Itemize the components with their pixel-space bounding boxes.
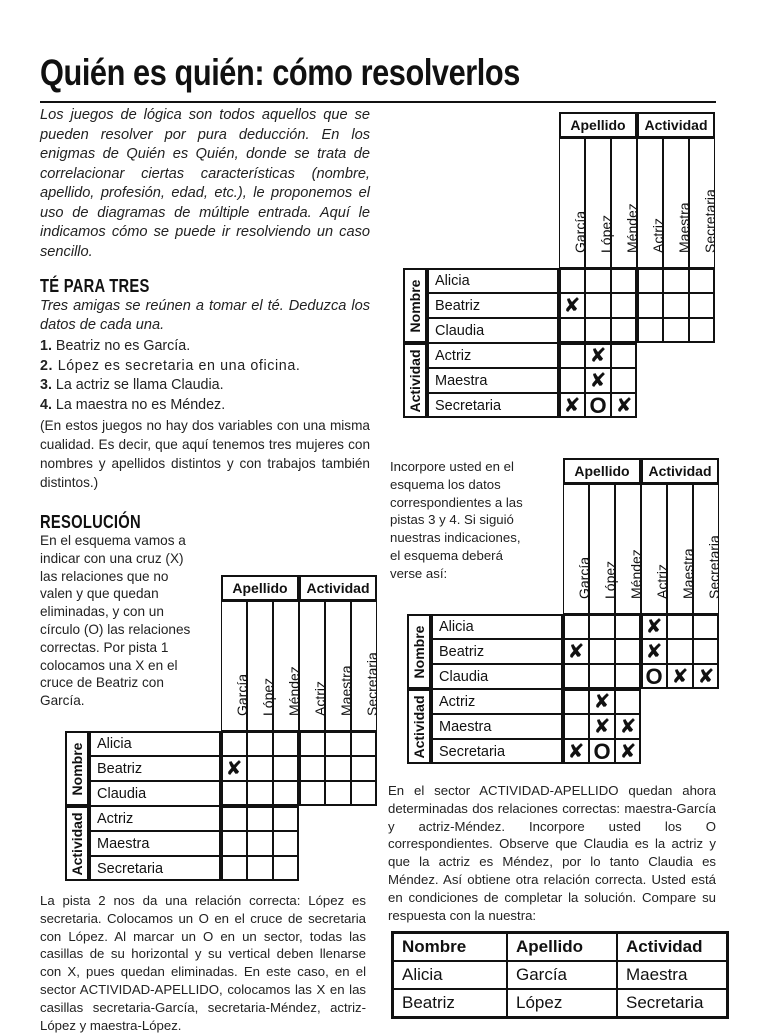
grid-cell <box>615 664 641 689</box>
solution-cell: López <box>507 989 617 1018</box>
grid-cell <box>273 731 299 756</box>
side-label-text: Actividad <box>69 811 85 876</box>
side-label-text: Nombre <box>411 625 427 678</box>
column-label <box>585 138 614 268</box>
row-label: Alicia <box>89 731 221 756</box>
solution-table <box>391 931 729 1019</box>
grid-cell <box>247 731 273 756</box>
row-label: Maestra <box>89 831 221 856</box>
grid-cell <box>589 664 615 689</box>
grid-cell <box>221 831 247 856</box>
column-label <box>351 601 380 731</box>
grid-cell <box>589 639 615 664</box>
grid-cell <box>325 756 351 781</box>
side-label-actividad <box>407 689 431 764</box>
grid-cell <box>559 318 585 343</box>
intro-text: Los juegos de lógica son todos aquellos que se pueden resolver por pura deducción. En los enigmas de Quién es Quién, donde se trata de correlacionar ciertas características (nombre, apellido, profesión, edad, etc.), le proponemos el uso de diagramas de múltiple entrada. Aquí le indicamos cómo se puede ir resolviendo un caso sencillo. <box>40 107 370 260</box>
grid-cell <box>615 689 641 714</box>
column-label <box>689 138 718 268</box>
column-label <box>693 484 722 614</box>
grid-cell <box>221 781 247 806</box>
row-label: Secretaria <box>89 856 221 881</box>
side-label-text: Actividad <box>411 694 427 759</box>
column-label-text: Secretaria <box>706 535 722 599</box>
grid-cell <box>693 639 719 664</box>
cross-mark: ✘ <box>697 665 715 688</box>
grid-cell <box>221 806 247 831</box>
grid-cell <box>273 831 299 856</box>
column-label <box>221 601 250 731</box>
grid-cell <box>559 368 585 393</box>
column-label-text: López <box>602 560 618 599</box>
column-label <box>641 484 670 614</box>
grid-cell <box>299 756 325 781</box>
cross-mark: ✘ <box>645 640 663 663</box>
grid-cell <box>273 856 299 881</box>
grid-cell <box>221 731 247 756</box>
grid-cell <box>299 731 325 756</box>
solution-cell: Alicia <box>393 961 508 989</box>
row-label: Maestra <box>431 714 563 739</box>
grid-cell <box>585 293 611 318</box>
row-label: Actriz <box>427 343 559 368</box>
solution-header-row <box>393 933 728 962</box>
column-label-text: Maestra <box>676 202 692 253</box>
solution-cell: Beatriz <box>393 989 508 1018</box>
column-label <box>637 138 666 268</box>
solution-header-nombre: Nombre <box>393 933 508 962</box>
side-label-nombre <box>407 614 431 689</box>
group-header-actividad: Actividad <box>641 458 719 484</box>
grid-cell <box>273 781 299 806</box>
grid-cell <box>689 268 715 293</box>
side-label-text: Nombre <box>407 279 423 332</box>
grid-cell <box>689 293 715 318</box>
column-label-text: López <box>260 677 276 716</box>
clue2-explanation: La pista 2 nos da una relación correcta: López es secretaria. Colocamos un O en el cruce de secretaria con López. Al marcar un O en un sector, todas las casillas de su horizontal y su vertical deben llenarse con X, pues quedan eliminadas. En este caso, en el sector ACTIVIDAD-APELLIDO, colocamos las X en las casillas secretaria-García, secretaria-Méndez, actriz-López y maestra-López. <box>40 893 366 1033</box>
circle-mark: O <box>593 738 611 764</box>
grid-cell <box>663 293 689 318</box>
grid-cell <box>611 318 637 343</box>
side-label-nombre <box>403 268 427 343</box>
grid-cell <box>325 731 351 756</box>
grid-cell <box>585 318 611 343</box>
grid-cell <box>559 268 585 293</box>
grid-cell <box>221 856 247 881</box>
grid-cell <box>611 368 637 393</box>
column-label-text: Secretaria <box>364 652 380 716</box>
grid-cell <box>563 664 589 689</box>
grid-cell <box>637 318 663 343</box>
section-heading-resolucion: RESOLUCIÓN <box>40 512 141 532</box>
grid-cell <box>563 714 589 739</box>
grid-cell <box>351 756 377 781</box>
side-label-actividad <box>403 343 427 418</box>
sector-explanation: En el sector ACTIVIDAD-APELLIDO quedan ahora determinadas dos relaciones correctas: maestra-García y actriz-Méndez. Incorpore usted los O correspondientes. Observe que Claudia es la actriz y que la actriz es Méndez, por lo tanto Claudia es Méndez. Así obtiene otra relación correcta. Usted está en condiciones de completar la solución. Compare su respuesta con la nuestra: <box>388 783 716 923</box>
grid-cell <box>611 293 637 318</box>
column-label-text: Secretaria <box>702 189 718 253</box>
grid-cell <box>351 781 377 806</box>
grid-cell <box>637 293 663 318</box>
column-label <box>563 484 592 614</box>
row-label: Beatriz <box>427 293 559 318</box>
circle-mark: O <box>589 392 607 418</box>
column-label <box>325 601 354 731</box>
solution-row <box>393 961 728 989</box>
column-label-text: Maestra <box>680 548 696 599</box>
grid-cell <box>325 781 351 806</box>
grid-cell <box>299 781 325 806</box>
circle-mark: O <box>645 663 663 689</box>
clue-4: 4. La maestra no es Méndez. <box>40 397 226 413</box>
cross-mark: ✘ <box>671 665 689 688</box>
column-label-text: Méndez <box>286 666 302 716</box>
grid-cell <box>247 756 273 781</box>
column-label-text: Actriz <box>312 681 328 716</box>
grid-cell <box>247 831 273 856</box>
column-label <box>663 138 692 268</box>
solution-cell: García <box>507 961 617 989</box>
column-label <box>589 484 618 614</box>
group-header-apellido: Apellido <box>221 575 299 601</box>
grid-cell <box>559 343 585 368</box>
solution-cell: Maestra <box>617 961 728 989</box>
row-label: Beatriz <box>89 756 221 781</box>
group-header-actividad: Actividad <box>299 575 377 601</box>
column-label-text: García <box>572 210 588 253</box>
row-label: Secretaria <box>431 739 563 764</box>
column-label-text: Actriz <box>650 218 666 253</box>
column-label-text: García <box>234 673 250 716</box>
row-label: Alicia <box>427 268 559 293</box>
grid-cell <box>273 806 299 831</box>
resolution-text: En el esquema vamos a indicar con una cruz (X) las relaciones que no valen y que quedan eliminadas, y con un círculo (O) las relaciones correctas. Por pista 1 colocamos una X en el cruce de Beatriz con García. <box>40 533 191 709</box>
grid-cell <box>637 268 663 293</box>
grid-cell <box>615 614 641 639</box>
grid-cell <box>247 856 273 881</box>
row-label: Actriz <box>89 806 221 831</box>
puzzle-note: (En estos juegos no hay dos variables con una misma cualidad. Es decir, que aquí tenemos tres mujeres con nombres y apellidos distintos y con trabajos también distintos.) <box>40 418 370 490</box>
cross-mark: ✘ <box>567 640 585 663</box>
group-header-apellido: Apellido <box>563 458 641 484</box>
row-label: Claudia <box>431 664 563 689</box>
cross-mark: ✘ <box>619 740 637 763</box>
grid-cell <box>247 806 273 831</box>
column-label-text: Méndez <box>628 549 644 599</box>
grid-cell <box>563 614 589 639</box>
cross-mark: ✘ <box>225 757 243 780</box>
side-label-actividad <box>65 806 89 881</box>
cross-mark: ✘ <box>593 715 611 738</box>
grid-cell <box>663 268 689 293</box>
incorporate-text: Incorpore usted en el esquema los datos correspondientes a las pistas 3 y 4. Si siguió nuestras indicaciones, el esquema deberá verse así: <box>390 459 523 581</box>
side-label-text: Actividad <box>407 348 423 413</box>
group-header-actividad: Actividad <box>637 112 715 138</box>
column-label <box>299 601 328 731</box>
grid-cell <box>689 318 715 343</box>
row-label: Beatriz <box>431 639 563 664</box>
row-label: Secretaria <box>427 393 559 418</box>
cross-mark: ✘ <box>589 369 607 392</box>
cross-mark: ✘ <box>645 615 663 638</box>
grid-cell <box>611 343 637 368</box>
clue-3: 3. La actriz se llama Claudia. <box>40 377 224 393</box>
clue-2: 2. López es secretaria en una oficina. <box>40 358 301 374</box>
title-rule <box>40 101 716 103</box>
solution-header-actividad: Actividad <box>617 933 728 962</box>
row-label: Claudia <box>89 781 221 806</box>
grid-cell <box>273 756 299 781</box>
page-title: Quién es quién: cómo resolverlos <box>40 52 520 93</box>
column-label-text: García <box>576 556 592 599</box>
solution-header-apellido: Apellido <box>507 933 617 962</box>
column-label-text: López <box>598 214 614 253</box>
column-label <box>615 484 644 614</box>
solution-cell: Secretaria <box>617 989 728 1018</box>
cross-mark: ✘ <box>567 740 585 763</box>
column-label-text: Actriz <box>654 564 670 599</box>
row-label: Maestra <box>427 368 559 393</box>
grid-cell <box>351 731 377 756</box>
grid-cell <box>247 781 273 806</box>
solution-row <box>393 989 728 1018</box>
column-label-text: Méndez <box>624 203 640 253</box>
grid-cell <box>615 639 641 664</box>
grid-cell <box>611 268 637 293</box>
cross-mark: ✘ <box>593 690 611 713</box>
cross-mark: ✘ <box>563 294 581 317</box>
row-label: Alicia <box>431 614 563 639</box>
column-label <box>273 601 302 731</box>
column-label-text: Maestra <box>338 665 354 716</box>
grid-cell <box>585 268 611 293</box>
grid-cell <box>667 639 693 664</box>
grid-cell <box>663 318 689 343</box>
row-label: Actriz <box>431 689 563 714</box>
grid-cell <box>589 614 615 639</box>
clue-1: 1. Beatriz no es García. <box>40 338 191 354</box>
grid-cell <box>693 614 719 639</box>
column-label <box>559 138 588 268</box>
cross-mark: ✘ <box>615 394 633 417</box>
column-label <box>247 601 276 731</box>
side-label-text: Nombre <box>69 742 85 795</box>
column-label <box>667 484 696 614</box>
row-label: Claudia <box>427 318 559 343</box>
column-label <box>611 138 640 268</box>
section-heading-te-para-tres: TÉ PARA TRES <box>40 276 150 296</box>
group-header-apellido: Apellido <box>559 112 637 138</box>
puzzle-lead: Tres amigas se reúnen a tomar el té. Deduzca los datos de cada una. <box>40 298 370 333</box>
cross-mark: ✘ <box>563 394 581 417</box>
cross-mark: ✘ <box>589 344 607 367</box>
cross-mark: ✘ <box>619 715 637 738</box>
grid-cell <box>563 689 589 714</box>
side-label-nombre <box>65 731 89 806</box>
grid-cell <box>667 614 693 639</box>
